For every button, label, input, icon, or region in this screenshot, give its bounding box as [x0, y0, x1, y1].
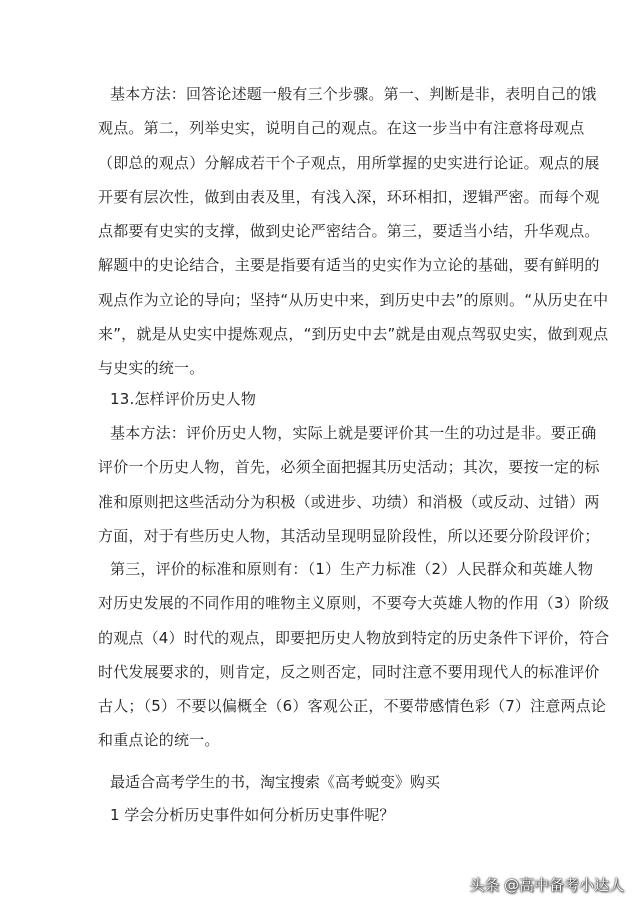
- text-line: 准和原则把这些活动分为积极（或进步、功绩）和消极（或反动、过错）两: [98, 492, 600, 511]
- section-heading: 13.怎样评价历史人物: [110, 390, 257, 408]
- text-line: 开要有层次性，做到由表及里，有浅入深，环环相扣，逻辑严密。而每个观: [98, 187, 600, 206]
- heading-evaluate-figures: [98, 382, 558, 416]
- paragraph-method-answer: [98, 77, 609, 386]
- text-line: 的观点（4）时代的观点，即要把历史人物放到特定的历史条件下评价，符合: [98, 628, 610, 647]
- text-line: 解题中的史论结合，主要是指要有适当的史实作为立论的基础，要有鲜明的: [98, 256, 600, 275]
- text-line: 方面，对于有些历史人物，其活动呈现明显阶段性，所以还要分阶段评价；: [98, 526, 600, 545]
- promo-text: 最适合高考学生的书，淘宝搜索《高考蜕变》购买: [110, 773, 441, 791]
- text-line: 基本方法：评价历史人物，实际上就是要评价其一生的功过是非。要正确: [110, 424, 597, 442]
- text-line: （即总的观点）分解成若干个子观点，用所掌握的史实进行论证。观点的展: [98, 153, 600, 172]
- text-line: 来”，就是从史实中提炼观点，“到历史中去”就是由观点驾驭史实，做到观点: [98, 325, 609, 344]
- text-line: 观点。第二，列举史实，说明自己的观点。在这一步当中有注意将母观点: [98, 119, 585, 138]
- text-line: 与史实的统一。: [98, 359, 205, 378]
- text-line: 时代发展要求的，则肯定，反之则否定，同时注意不要用现代人的标准评价: [98, 662, 600, 681]
- text-line: 第三，评价的标准和原则有：（1）生产力标准（2）人民群众和英雄人物: [110, 560, 594, 578]
- text-line: 和重点论的统一。: [98, 731, 220, 750]
- text-line: 观点作为立论的导向；坚持“从历史中来，到历史中去”的原则。“从历史在中: [98, 290, 609, 309]
- paragraph-standards: [98, 552, 610, 758]
- watermark: 头条 @高中备考小达人: [469, 876, 624, 894]
- text-line: 基本方法：回答论述题一般有三个步骤。第一、判断是非，表明自己的饿: [110, 85, 597, 103]
- paragraph-method-evaluate: [98, 416, 600, 553]
- text-line: 对历史发展的不同作用的唯物主义原则，不要夸大英雄人物的作用（3）阶级: [98, 594, 610, 613]
- text-line: 评价一个历史人物，首先，必须全面把握其历史活动；其次，要按一定的标: [98, 458, 600, 477]
- section-question: 1 学会分析历史事件如何分析历史事件呢？: [110, 806, 395, 824]
- text-line: 古人；（5）不要以偏概全（6）客观公正，不要带感情色彩（7）注意两点论: [98, 697, 607, 716]
- text-line: 点都要有史实的支撑，做到史论严密结合。第三，要适当小结，升华观点。: [98, 222, 600, 241]
